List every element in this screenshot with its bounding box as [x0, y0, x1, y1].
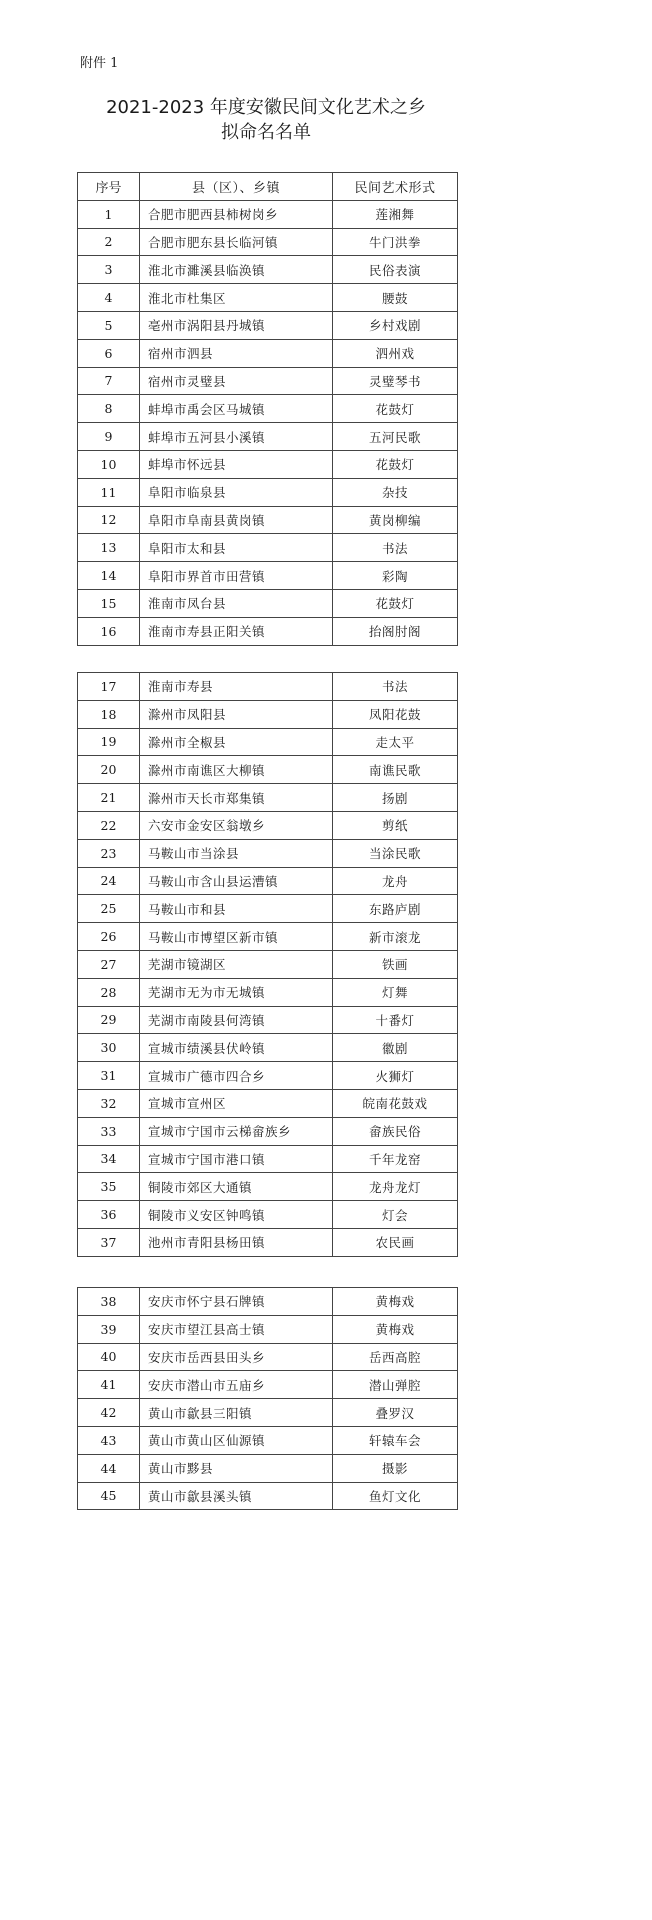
row-art-form: 岳西高腔	[333, 1343, 458, 1371]
row-county: 铜陵市郊区大通镇	[140, 1173, 333, 1201]
table-row	[78, 1034, 458, 1062]
row-art-form: 龙舟龙灯	[333, 1173, 458, 1201]
row-art-form: 徽剧	[333, 1034, 458, 1062]
row-art-form: 五河民歌	[333, 423, 458, 451]
row-index: 26	[78, 923, 140, 951]
row-index: 35	[78, 1173, 140, 1201]
row-index: 36	[78, 1201, 140, 1229]
row-index: 9	[78, 423, 140, 451]
row-art-form: 泗州戏	[333, 339, 458, 367]
row-county: 宿州市泗县	[140, 339, 333, 367]
table-row	[78, 339, 458, 367]
table-row	[78, 867, 458, 895]
table-row	[78, 589, 458, 617]
row-art-form: 农民画	[333, 1228, 458, 1256]
table-row	[78, 728, 458, 756]
row-county: 铜陵市义安区钟鸣镇	[140, 1201, 333, 1229]
table-row	[78, 1371, 458, 1399]
row-art-form: 花鼓灯	[333, 450, 458, 478]
row-index: 12	[78, 506, 140, 534]
table-row	[78, 923, 458, 951]
row-county: 芜湖市无为市无城镇	[140, 978, 333, 1006]
table-row	[78, 950, 458, 978]
row-index: 5	[78, 311, 140, 339]
row-art-form: 鱼灯文化	[333, 1482, 458, 1510]
row-index: 39	[78, 1315, 140, 1343]
row-art-form: 抬阁肘阁	[333, 617, 458, 645]
roster-table-part-2	[77, 672, 458, 1257]
row-index: 37	[78, 1228, 140, 1256]
row-index: 14	[78, 562, 140, 590]
header-art-form: 民间艺术形式	[333, 173, 458, 201]
row-art-form: 莲湘舞	[333, 200, 458, 228]
row-art-form: 当涂民歌	[333, 839, 458, 867]
row-county: 黄山市歙县三阳镇	[140, 1399, 333, 1427]
row-county: 滁州市全椒县	[140, 728, 333, 756]
row-county: 蚌埠市怀远县	[140, 450, 333, 478]
row-index: 45	[78, 1482, 140, 1510]
table-row	[78, 228, 458, 256]
row-index: 10	[78, 450, 140, 478]
row-art-form: 花鼓灯	[333, 395, 458, 423]
table-row	[78, 1288, 458, 1316]
row-county: 芜湖市镜湖区	[140, 950, 333, 978]
row-art-form: 黄梅戏	[333, 1288, 458, 1316]
row-county: 芜湖市南陵县何湾镇	[140, 1006, 333, 1034]
table-row	[78, 1343, 458, 1371]
row-art-form: 走太平	[333, 728, 458, 756]
row-index: 8	[78, 395, 140, 423]
table-row	[78, 256, 458, 284]
row-county: 阜阳市太和县	[140, 534, 333, 562]
row-index: 25	[78, 895, 140, 923]
row-art-form: 灯会	[333, 1201, 458, 1229]
row-art-form: 乡村戏剧	[333, 311, 458, 339]
roster-table-part-3	[77, 1287, 458, 1510]
document-title: 2021-2023 年度安徽民间文化艺术之乡	[106, 97, 426, 118]
row-index: 18	[78, 700, 140, 728]
row-county: 蚌埠市禹会区马城镇	[140, 395, 333, 423]
row-county: 安庆市望江县高士镇	[140, 1315, 333, 1343]
row-county: 合肥市肥西县柿树岗乡	[140, 200, 333, 228]
row-county: 阜阳市临泉县	[140, 478, 333, 506]
row-county: 宿州市灵璧县	[140, 367, 333, 395]
row-art-form: 民俗表演	[333, 256, 458, 284]
row-index: 32	[78, 1089, 140, 1117]
row-county: 宣城市宁国市港口镇	[140, 1145, 333, 1173]
table-row	[78, 1228, 458, 1256]
table-row	[78, 1117, 458, 1145]
row-art-form: 摄影	[333, 1454, 458, 1482]
table-row	[78, 1201, 458, 1229]
row-county: 滁州市凤阳县	[140, 700, 333, 728]
row-art-form: 新市滚龙	[333, 923, 458, 951]
row-art-form: 彩陶	[333, 562, 458, 590]
row-art-form: 灯舞	[333, 978, 458, 1006]
row-county: 马鞍山市当涂县	[140, 839, 333, 867]
row-county: 宣城市宁国市云梯畲族乡	[140, 1117, 333, 1145]
document-subtitle: 拟命名名单	[221, 122, 311, 143]
row-county: 宣城市广德市四合乡	[140, 1062, 333, 1090]
table-row	[78, 284, 458, 312]
header-index: 序号	[78, 173, 140, 201]
row-county: 宣城市宣州区	[140, 1089, 333, 1117]
row-county: 滁州市天长市郑集镇	[140, 784, 333, 812]
row-art-form: 腰鼓	[333, 284, 458, 312]
row-art-form: 凤阳花鼓	[333, 700, 458, 728]
row-art-form: 十番灯	[333, 1006, 458, 1034]
row-index: 16	[78, 617, 140, 645]
row-county: 阜阳市界首市田营镇	[140, 562, 333, 590]
row-art-form: 灵璧琴书	[333, 367, 458, 395]
row-index: 3	[78, 256, 140, 284]
table-row	[78, 534, 458, 562]
row-index: 11	[78, 478, 140, 506]
table-row	[78, 1454, 458, 1482]
row-index: 28	[78, 978, 140, 1006]
row-county: 安庆市潜山市五庙乡	[140, 1371, 333, 1399]
row-county: 马鞍山市和县	[140, 895, 333, 923]
row-index: 34	[78, 1145, 140, 1173]
table-row	[78, 1426, 458, 1454]
row-art-form: 花鼓灯	[333, 589, 458, 617]
row-index: 2	[78, 228, 140, 256]
row-county: 淮南市寿县	[140, 673, 333, 701]
row-art-form: 剪纸	[333, 811, 458, 839]
table-row	[78, 895, 458, 923]
row-index: 42	[78, 1399, 140, 1427]
roster-table-part-1	[77, 172, 458, 646]
row-art-form: 书法	[333, 534, 458, 562]
table-row	[78, 756, 458, 784]
row-index: 38	[78, 1288, 140, 1316]
row-county: 六安市金安区翁墩乡	[140, 811, 333, 839]
header-county: 县（区）、乡镇	[140, 173, 333, 201]
table-row	[78, 1145, 458, 1173]
row-index: 40	[78, 1343, 140, 1371]
row-art-form: 千年龙窑	[333, 1145, 458, 1173]
row-art-form: 龙舟	[333, 867, 458, 895]
row-index: 1	[78, 200, 140, 228]
table-row	[78, 839, 458, 867]
row-index: 23	[78, 839, 140, 867]
row-county: 宣城市绩溪县伏岭镇	[140, 1034, 333, 1062]
row-index: 43	[78, 1426, 140, 1454]
row-county: 合肥市肥东县长临河镇	[140, 228, 333, 256]
row-county: 池州市青阳县杨田镇	[140, 1228, 333, 1256]
row-index: 21	[78, 784, 140, 812]
row-index: 41	[78, 1371, 140, 1399]
table-row	[78, 395, 458, 423]
row-county: 淮南市寿县正阳关镇	[140, 617, 333, 645]
row-art-form: 火狮灯	[333, 1062, 458, 1090]
row-art-form: 杂技	[333, 478, 458, 506]
row-county: 淮北市濉溪县临涣镇	[140, 256, 333, 284]
row-art-form: 黄岗柳编	[333, 506, 458, 534]
row-index: 19	[78, 728, 140, 756]
row-index: 30	[78, 1034, 140, 1062]
row-art-form: 潜山弹腔	[333, 1371, 458, 1399]
table-row	[78, 1482, 458, 1510]
row-index: 17	[78, 673, 140, 701]
row-index: 33	[78, 1117, 140, 1145]
row-index: 13	[78, 534, 140, 562]
row-art-form: 轩辕车会	[333, 1426, 458, 1454]
row-art-form: 叠罗汉	[333, 1399, 458, 1427]
table-row	[78, 200, 458, 228]
row-index: 6	[78, 339, 140, 367]
table-row	[78, 1315, 458, 1343]
table-row	[78, 978, 458, 1006]
row-county: 淮南市凤台县	[140, 589, 333, 617]
row-art-form: 书法	[333, 673, 458, 701]
row-county: 蚌埠市五河县小溪镇	[140, 423, 333, 451]
row-index: 24	[78, 867, 140, 895]
table-row	[78, 311, 458, 339]
row-art-form: 皖南花鼓戏	[333, 1089, 458, 1117]
table-row	[78, 367, 458, 395]
row-index: 22	[78, 811, 140, 839]
row-art-form: 扬剧	[333, 784, 458, 812]
row-index: 27	[78, 950, 140, 978]
row-county: 黄山市黟县	[140, 1454, 333, 1482]
row-county: 黄山市歙县溪头镇	[140, 1482, 333, 1510]
row-art-form: 东路庐剧	[333, 895, 458, 923]
row-county: 滁州市南谯区大柳镇	[140, 756, 333, 784]
table-row	[78, 562, 458, 590]
table-row	[78, 1173, 458, 1201]
row-county: 马鞍山市含山县运漕镇	[140, 867, 333, 895]
row-index: 31	[78, 1062, 140, 1090]
table-header-row	[78, 173, 458, 201]
table-row	[78, 617, 458, 645]
row-index: 29	[78, 1006, 140, 1034]
row-art-form: 南谯民歌	[333, 756, 458, 784]
table-row	[78, 1006, 458, 1034]
row-county: 安庆市岳西县田头乡	[140, 1343, 333, 1371]
table-row	[78, 1062, 458, 1090]
table-row	[78, 784, 458, 812]
table-row	[78, 1089, 458, 1117]
table-row	[78, 478, 458, 506]
row-art-form: 畲族民俗	[333, 1117, 458, 1145]
table-row	[78, 450, 458, 478]
row-county: 安庆市怀宁县石牌镇	[140, 1288, 333, 1316]
table-row	[78, 700, 458, 728]
table-row	[78, 1399, 458, 1427]
row-art-form: 铁画	[333, 950, 458, 978]
row-index: 20	[78, 756, 140, 784]
row-county: 黄山市黄山区仙源镇	[140, 1426, 333, 1454]
table-row	[78, 506, 458, 534]
row-county: 阜阳市阜南县黄岗镇	[140, 506, 333, 534]
table-row	[78, 423, 458, 451]
row-art-form: 黄梅戏	[333, 1315, 458, 1343]
row-county: 亳州市涡阳县丹城镇	[140, 311, 333, 339]
row-index: 44	[78, 1454, 140, 1482]
row-county: 淮北市杜集区	[140, 284, 333, 312]
attachment-label: 附件 1	[80, 56, 119, 71]
row-county: 马鞍山市博望区新市镇	[140, 923, 333, 951]
table-row	[78, 811, 458, 839]
row-index: 4	[78, 284, 140, 312]
row-index: 15	[78, 589, 140, 617]
row-index: 7	[78, 367, 140, 395]
table-row	[78, 673, 458, 701]
row-art-form: 牛门洪拳	[333, 228, 458, 256]
